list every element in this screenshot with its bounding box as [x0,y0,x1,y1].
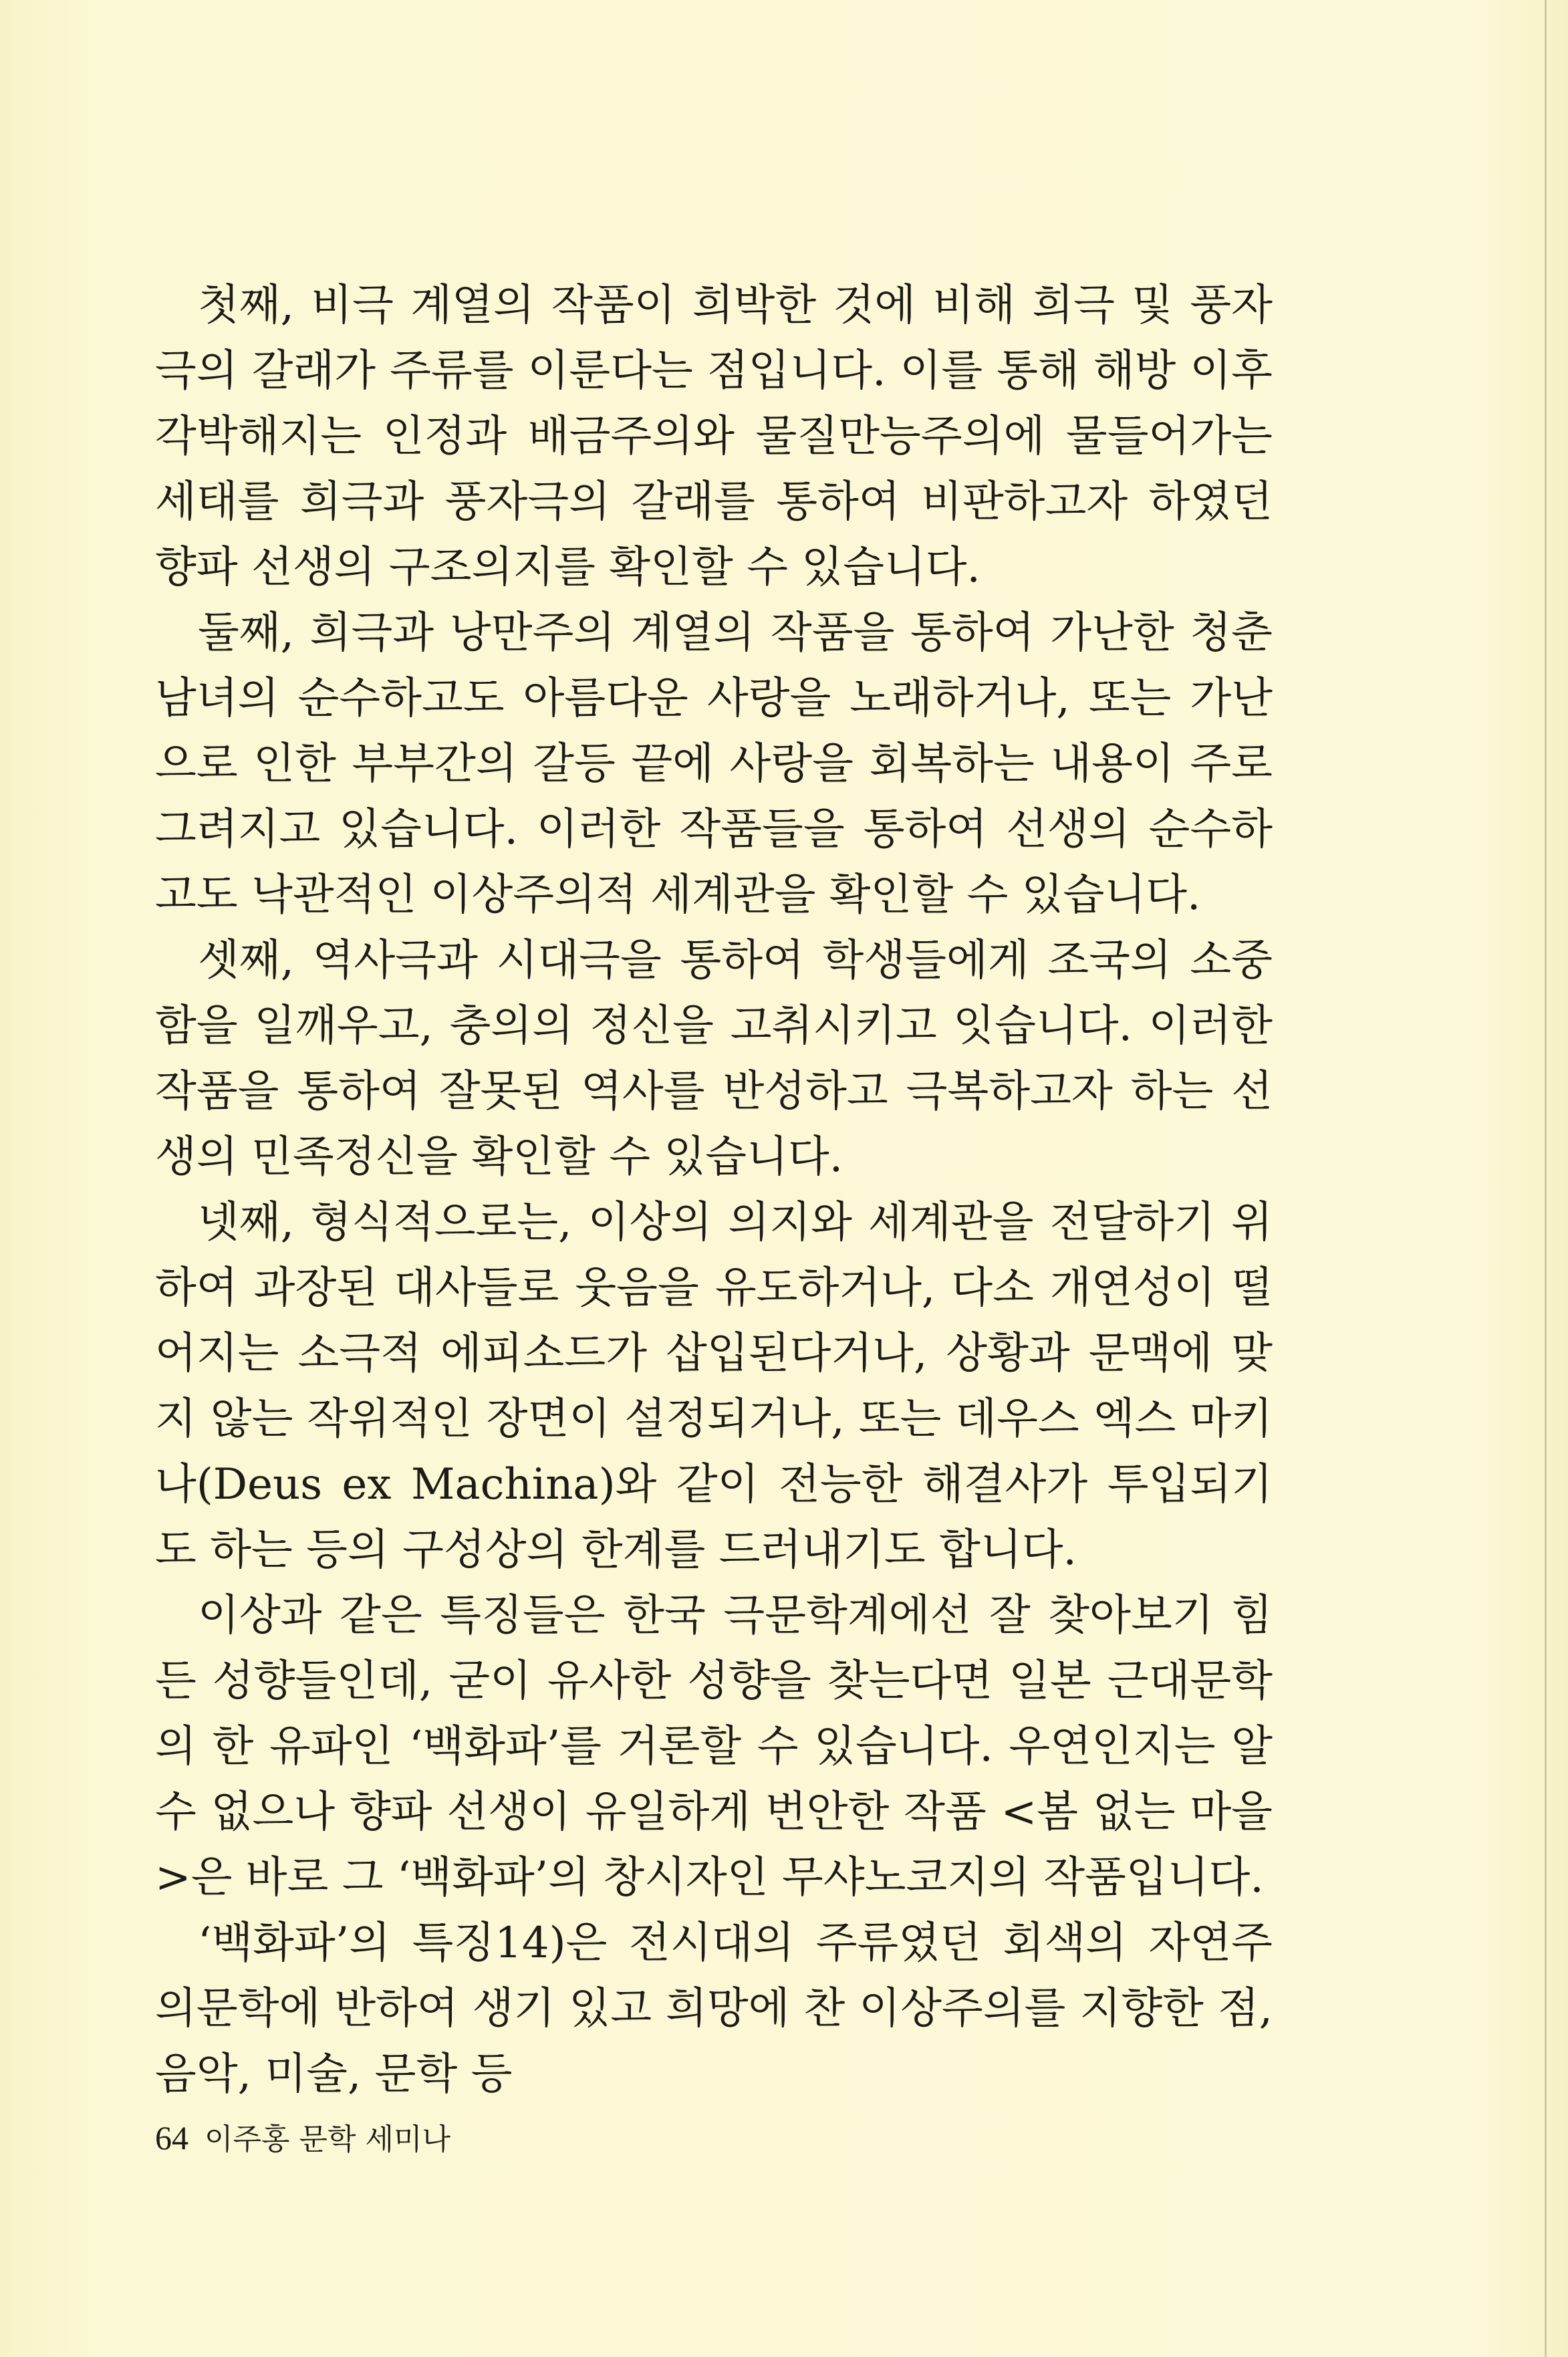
page-footer [155,2116,450,2161]
paragraph-third: 셋째, 역사극과 시대극을 통하여 학생들에게 조국의 소중함을 일깨우고, 충의의 정신을 고취시키고 잇습니다. 이러한 작품을 통하여 잘못된 역사를 반성하고 극복하고자 하는 선생의 민족정신을 확인할 수 있습니다. [155,936,1273,1182]
running-title: 이주홍 문학 세미나 [205,2122,451,2156]
paragraph-fourth: 넷째, 형식적으로는, 이상의 의지와 세계관을 전달하기 위하여 과장된 대사들로 웃음을 유도하거나, 다소 개연성이 떨어지는 소극적 에피소드가 삽입된다거나, 상황과 문맥에 맞지 않는 작위적인 장면이 설정되거나, 또는 데우스 엑스 마키나(Deus ex Machina)와 같이 전능한 해결사가 투입되기도 하는 등의 구성상의 한계를 드러내기도 합니다. [155,1198,1273,1575]
paragraph-first: 첫째, 비극 계열의 작품이 희박한 것에 비해 희극 및 풍자극의 갈래가 주류를 이룬다는 점입니다. 이를 통해 해방 이후 각박해지는 인정과 배금주의와 물질만능주의에 물들어가는 세태를 희극과 풍자극의 갈래를 통하여 비판하고자 하였던 향파 선생의 구조의지를 확인할 수 있습니다. [155,281,1273,592]
paragraph-second: 둘째, 희극과 낭만주의 계열의 작품을 통하여 가난한 청춘남녀의 순수하고도 아름다운 사랑을 노래하거나, 또는 가난으로 인한 부부간의 갈등 끝에 사랑을 회복하는 내용이 주로 그려지고 있습니다. 이러한 작품들을 통하여 선생의 순수하고도 낙관적인 이상주의적 세계관을 확인할 수 있습니다. [155,608,1273,920]
paragraph-baekhwapa: ‘백화파’의 특징14)은 전시대의 주류였던 회색의 자연주의문학에 반하여 생기 있고 희망에 찬 이상주의를 지향한 점, 음악, 미술, 문학 등 [155,1918,1273,2099]
page-edge-line [1545,0,1547,2357]
body-text [155,273,1273,2107]
paragraph-features: 이상과 같은 특징들은 한국 극문학계에선 잘 찾아보기 힘든 성향들인데, 굳이 유사한 성향을 찾는다면 일본 근대문학의 한 유파인 ‘백화파’를 거론할 수 있습니다. 우연인지는 알 수 없으나 향파 선생이 유일하게 번안한 작품 <봄 없는 마을>은 바로 그 ‘백화파’의 창시자인 무샤노코지의 작품입니다. [155,1591,1273,1902]
page-number: 64 [155,2119,188,2156]
